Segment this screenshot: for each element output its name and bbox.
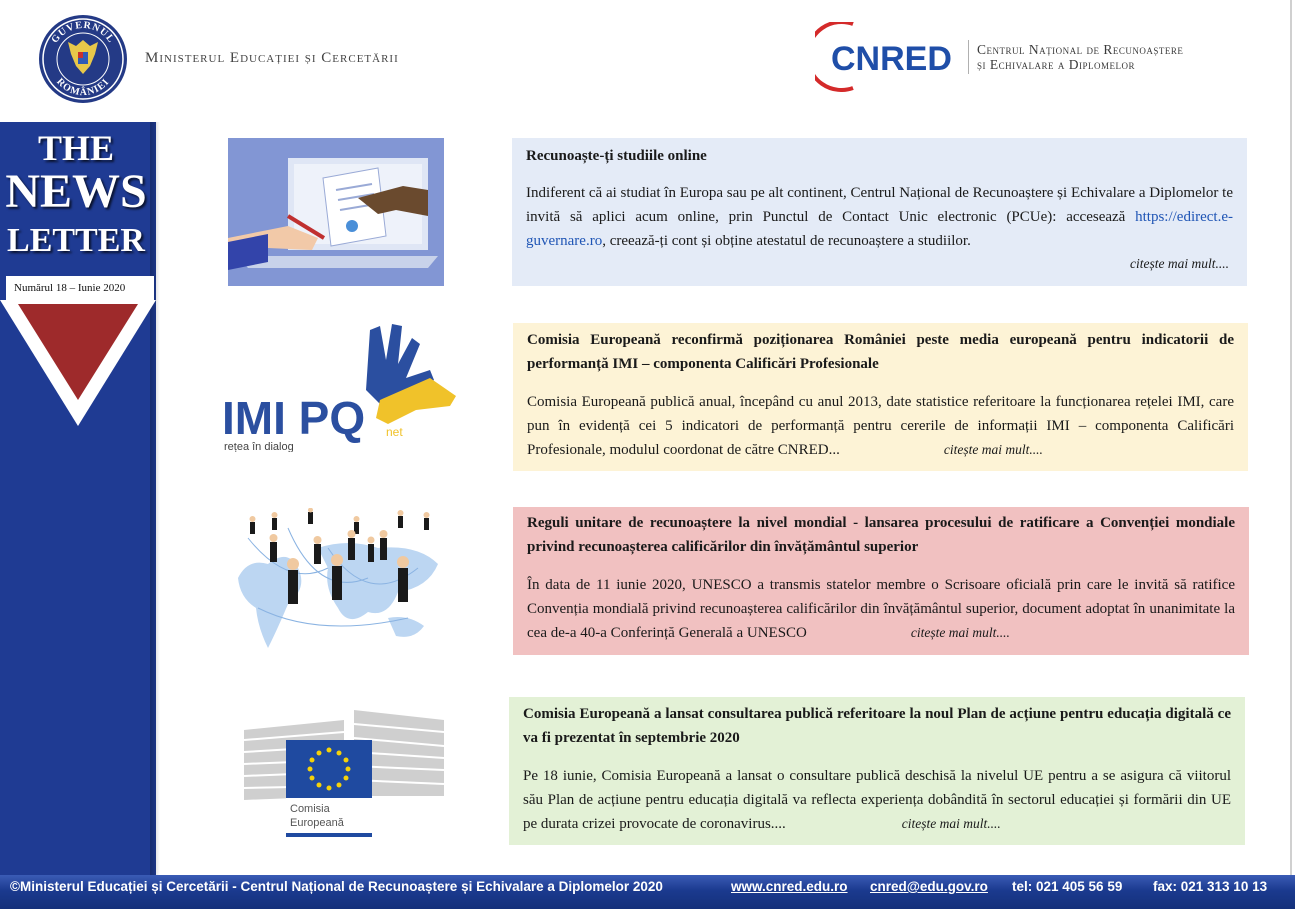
sidebar-triangle-icon (0, 296, 160, 428)
government-seal-icon (38, 14, 128, 104)
article-digital-education (509, 697, 1245, 845)
article-body (527, 573, 1235, 645)
footer-copyright: ©Ministerul Educației și Cercetării - Centrul Național de Recunoaștere și Echivalare a Diplomelor 2020 (10, 879, 663, 894)
article-imi-performance (513, 323, 1248, 471)
article-body (527, 390, 1234, 462)
cnred-full-name (977, 42, 1183, 72)
imi-pq-logo-text: IMI PQ (222, 392, 366, 444)
article-body-text: Pe 18 iunie, Comisia Europeană a lansat o consultare publică deschisă la nivelul UE pentru a se asigura că viitorul său Plan de acțiune pentru educația digitală va reflecta experiența dobândită în sectorul educației și formării din UE pe durata crizei provocate de coronavirus.... (523, 768, 1231, 832)
ec-logo-line2: Europeană (290, 817, 344, 829)
read-more-link[interactable]: citește mai mult.... (901, 816, 1001, 831)
article-body-text-end: , creează-ți cont și obține atestatul de recunoaștere a studiilor. (602, 233, 971, 249)
footer-phone: tel: 021 405 56 59 (1012, 879, 1123, 894)
online-application-laptop-icon (228, 138, 444, 286)
read-more-link[interactable]: citește mai mult.... (910, 625, 1010, 640)
cnred-name-line2: și Echivalare a Diplomelor (977, 57, 1135, 72)
imi-pq-logo-net: net (386, 425, 403, 439)
cnred-name-line1: Centrul Național de Recunoaștere (977, 42, 1184, 57)
footer-website-link[interactable]: www.cnred.edu.ro (731, 879, 848, 894)
article-body (526, 181, 1233, 253)
newsletter-title-news: NEWS (5, 165, 147, 218)
cnred-logo (815, 22, 970, 92)
article-title: Comisia Europeană reconfirmă poziționarea României peste media europeană pentru indicatorii de performanță IMI – componenta Calificări Profesionale (527, 332, 1234, 372)
footer-email-link[interactable]: cnred@edu.gov.ro (870, 879, 988, 894)
article-title: Recunoaște-ți studiile online (526, 148, 707, 164)
newsletter-title-the: THE (37, 128, 115, 168)
article-unesco-convention (513, 507, 1249, 655)
article-title: Comisia Europeană a lansat consultarea publică referitoare la noul Plan de acțiune pentru educația digitală ce va fi prezentat în septembrie 2020 (523, 706, 1231, 746)
ministry-name: Ministerul Educației și Cercetării (145, 50, 399, 66)
footer-bar (0, 875, 1295, 909)
read-more-link[interactable]: citește mai mult.... (1130, 256, 1229, 271)
seal-text-bottom: ROMÂNIEI (54, 76, 112, 99)
read-more-link[interactable]: citește mai mult.... (943, 442, 1043, 457)
header-divider (968, 40, 969, 74)
seal-text-top: GUVERNUL (49, 19, 117, 46)
issue-number: Numărul 18 – Iunie 2020 (14, 282, 126, 294)
ec-logo-line1: Comisia (290, 803, 330, 815)
article-body (523, 764, 1231, 836)
article-online-recognition (512, 138, 1247, 286)
imi-pq-logo-caption: rețea în dialog (224, 441, 294, 452)
article-body-text: În data de 11 iunie 2020, UNESCO a transmis statelor membre o Scrisoare oficială prin care le invită să ratifice Convenția mondială privind recunoașterea calificărilor din învățământul superior, document adoptat în unanimitate la cea de-a 40-a Conferință Generală a UNESCO (527, 577, 1235, 641)
cnred-logo-text: CNRED (831, 40, 952, 78)
european-commission-logo (244, 700, 444, 840)
article-title: Reguli unitare de recunoaștere la nivel mondial - lansarea procesului de ratificare a Convenției mondiale privind recunoașterea calificărilor din învățământul superior (527, 515, 1235, 555)
imi-pq-logo (220, 320, 460, 452)
pcue-link[interactable]: https://edirect.e-guvernare.ro (526, 209, 1233, 249)
footer-fax: fax: 021 313 10 13 (1153, 879, 1268, 894)
graduates-world-map-icon (228, 508, 448, 656)
newsletter-title-letter: LETTER (7, 222, 145, 259)
article-body-text: Comisia Europeană publică anual, începând cu anul 2013, date statistice referitoare la funcționarea rețelei IMI, care pun în evidență cei 5 indicatori de performanță pentru cererile de informații IMI – componenta Calificări Profesionale, modulul coordonat de către CNRED... (527, 394, 1234, 458)
article-body-text: Indiferent că ai studiat în Europa sau pe alt continent, Centrul Național de Recunoaștere și Echivalare a Diplomelor te invită să aplici acum online, prin Punctul de Contact Unic electronic (PCUe): accesează (526, 185, 1233, 225)
